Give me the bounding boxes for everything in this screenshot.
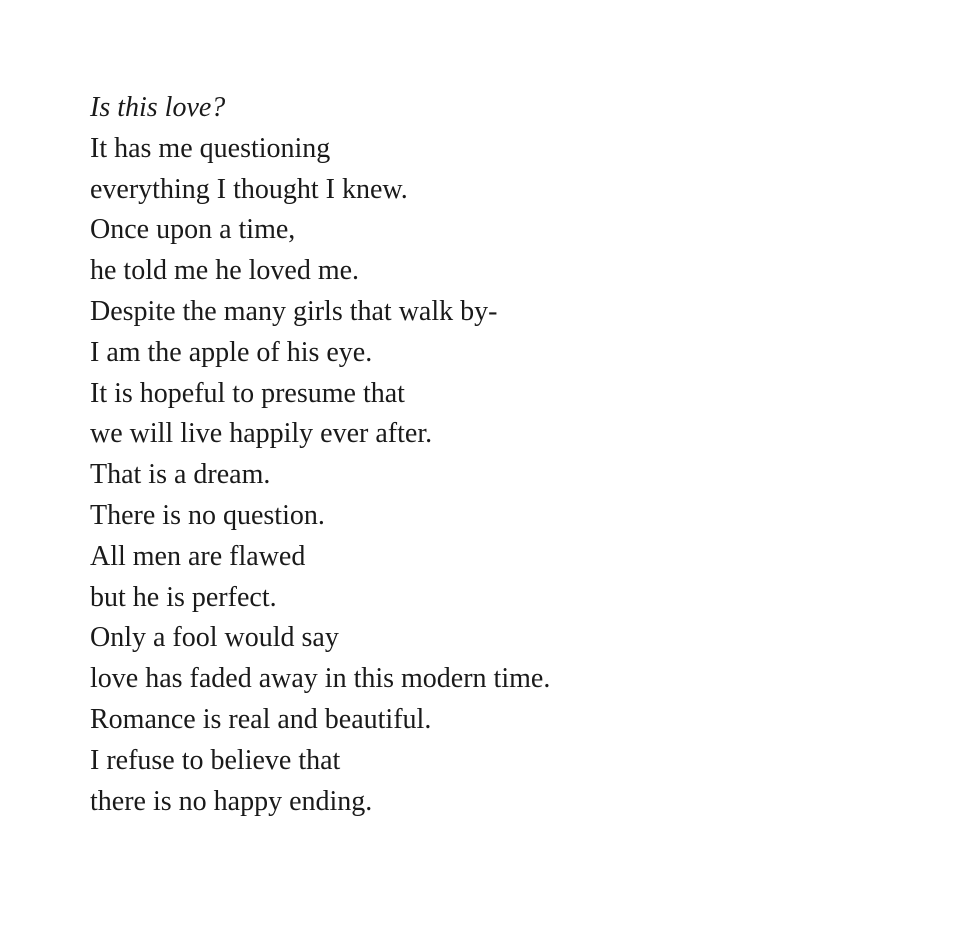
poem-line: Only a fool would say <box>90 622 339 654</box>
poem-line: Romance is real and beautiful. <box>90 703 432 735</box>
poem-line: It is hopeful to presume that <box>90 377 405 409</box>
poem-line: I refuse to believe that <box>90 744 341 776</box>
poem-line: I am the apple of his eye. <box>90 336 373 368</box>
poem-line: but he is perfect. <box>90 581 277 613</box>
poem-line: It has me questioning <box>90 132 331 164</box>
poem-line: we will live happily ever after. <box>90 418 433 450</box>
poem-line: Despite the many girls that walk by- <box>90 295 498 327</box>
poem-title: Is this love? <box>90 92 226 123</box>
poem-line: Once upon a time, <box>90 214 296 246</box>
poem-text <box>90 88 550 822</box>
poem-line: everything I thought I knew. <box>90 173 408 205</box>
poem-line: There is no question. <box>90 499 325 531</box>
poem-line: That is a dream. <box>90 459 271 491</box>
poem-line: All men are flawed <box>90 540 306 572</box>
poem-line: love has faded away in this modern time. <box>90 663 551 695</box>
poem-line: he told me he loved me. <box>90 255 360 287</box>
poem-line: there is no happy ending. <box>90 785 373 817</box>
